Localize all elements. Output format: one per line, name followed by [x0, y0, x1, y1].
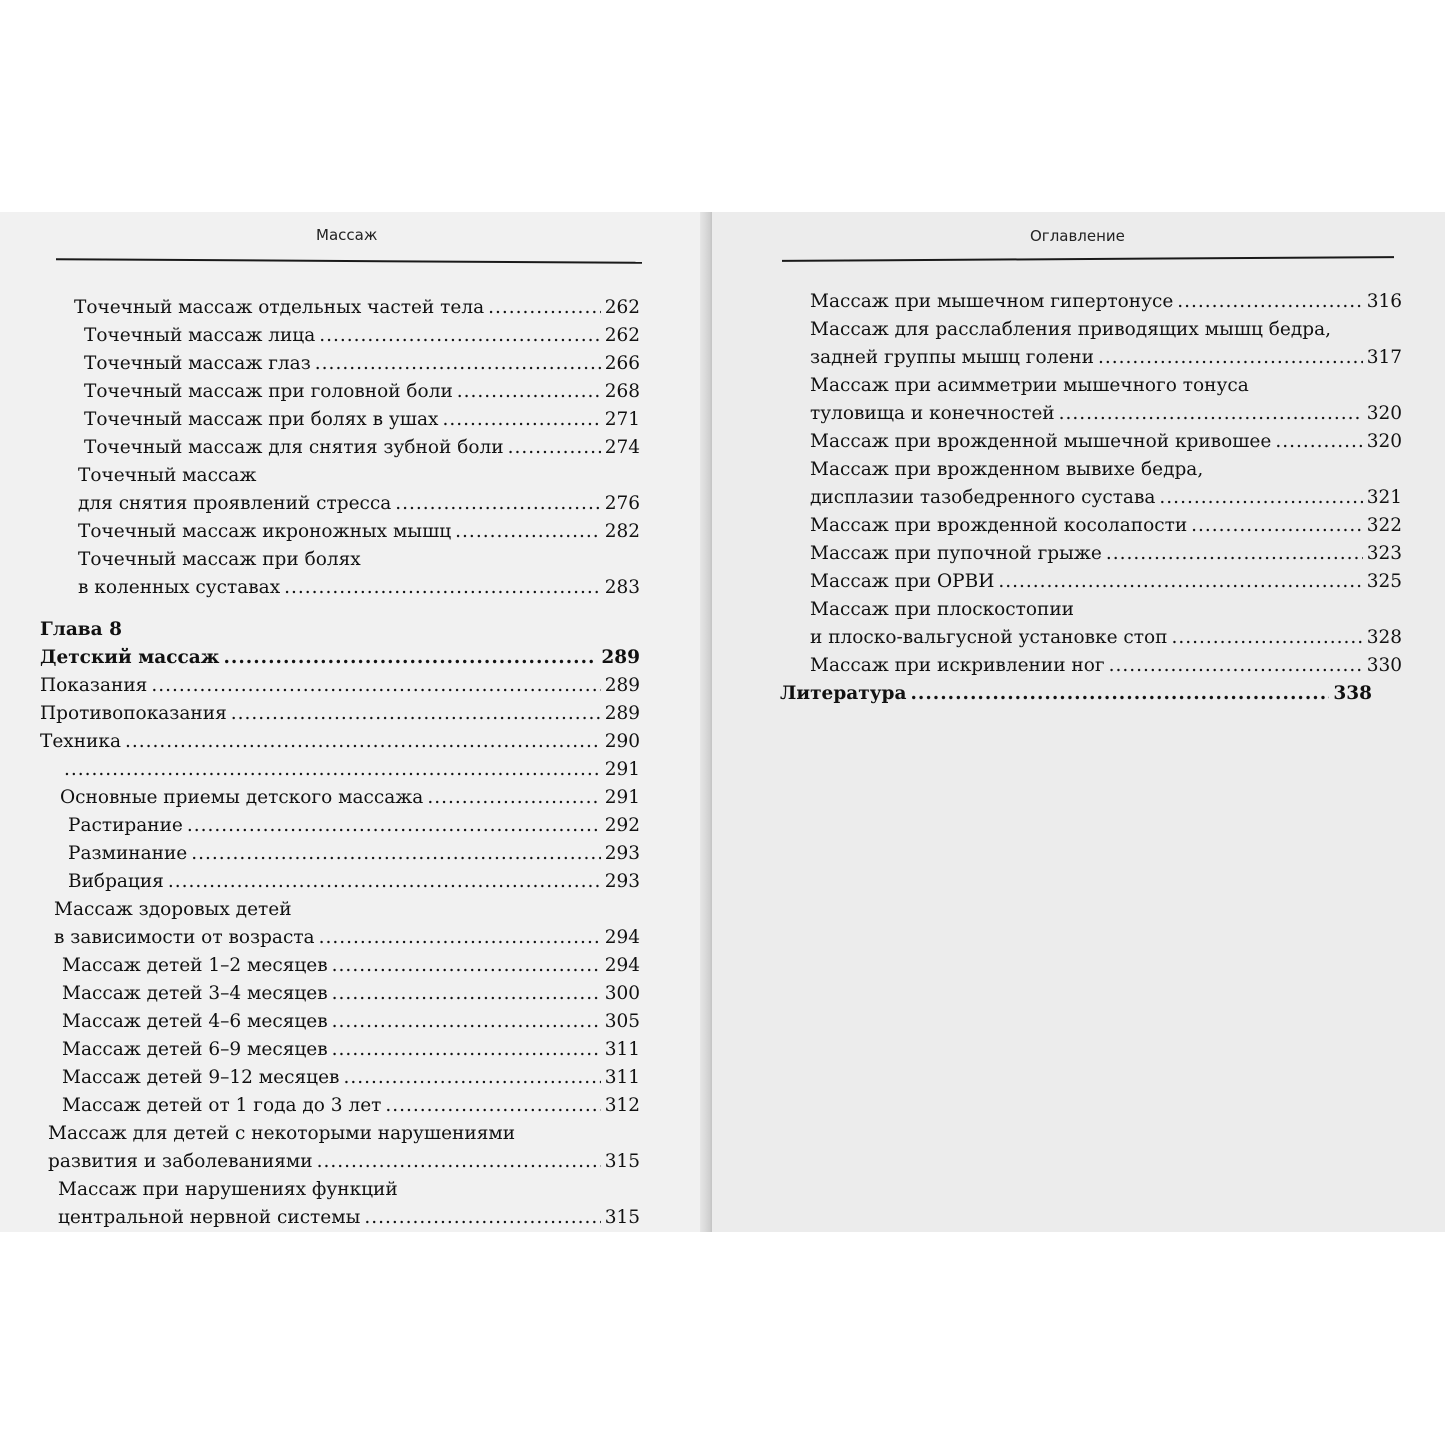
toc-entry-row — [84, 322, 640, 350]
toc-entry-row — [84, 434, 640, 462]
toc-entry — [780, 680, 1402, 708]
toc-entry-title: Массаж при плоскостопии — [810, 599, 1075, 620]
toc-entry-row — [78, 574, 640, 602]
toc-page-number: 289 — [604, 703, 640, 724]
toc-entry-title: Точечный массаж для снятия зубной боли — [84, 437, 504, 458]
toc-entry-row — [810, 512, 1402, 540]
toc-entry-title: Массаж при врожденной косолапости — [810, 515, 1188, 536]
toc-dot-leader — [315, 350, 601, 378]
toc-entry — [40, 1148, 640, 1176]
toc-entry-row — [40, 672, 640, 700]
toc-entry-row — [78, 518, 640, 546]
toc-entry — [40, 322, 640, 350]
toc-entry — [780, 652, 1402, 680]
toc-entry-row — [78, 490, 640, 518]
toc-entry-title: Техника — [40, 731, 121, 752]
toc-entry-row — [810, 316, 1402, 344]
toc-entry-title: Массаж при врожденной мышечной кривошее — [810, 431, 1272, 452]
toc-dot-leader — [223, 644, 597, 672]
toc-entry — [780, 512, 1402, 540]
toc-entry-title: Массаж при ОРВИ — [810, 571, 995, 592]
toc-dot-leader — [910, 680, 1329, 708]
toc-page-number: 276 — [604, 493, 640, 514]
toc-dot-leader — [442, 406, 600, 434]
toc-page-number: 328 — [1366, 627, 1402, 648]
toc-entry-title: Точечный массаж икроножных мышц — [78, 521, 452, 542]
toc-dot-leader — [508, 434, 601, 462]
toc-entry — [40, 840, 640, 868]
toc-entry-row — [54, 896, 640, 924]
toc-page-number: 293 — [604, 871, 640, 892]
toc-entry-row — [68, 840, 640, 868]
toc-page-number: 294 — [604, 927, 640, 948]
toc-page-number: 330 — [1366, 655, 1402, 676]
toc-entry — [40, 980, 640, 1008]
toc-entry-title: Массаж при врожденном вывихе бедра, — [810, 459, 1204, 480]
toc-page-number: 289 — [604, 675, 640, 696]
toc-entry — [40, 616, 640, 644]
toc-dot-leader — [191, 840, 600, 868]
toc-entry-row — [60, 756, 640, 784]
right-running-head: Оглавление — [1030, 227, 1125, 245]
toc-entry — [40, 350, 640, 378]
toc-entry-row — [78, 546, 640, 574]
toc-entry-title: задней группы мышц голени — [810, 347, 1094, 368]
toc-entry — [780, 596, 1402, 624]
toc-entry — [780, 344, 1402, 372]
toc-dot-leader — [332, 980, 601, 1008]
toc-page-number: 322 — [1366, 515, 1402, 536]
toc-entry — [40, 1176, 640, 1204]
left-toc — [40, 294, 640, 1232]
toc-entry-title: развития и заболеваниями — [48, 1151, 313, 1172]
toc-entry-row — [810, 344, 1402, 372]
toc-dot-leader — [187, 812, 601, 840]
toc-entry-title: Массаж детей 6–9 месяцев — [62, 1039, 328, 1060]
toc-entry-title: Точечный массаж отдельных частей тела — [74, 297, 485, 318]
toc-page-number: 293 — [604, 843, 640, 864]
toc-entry-row — [810, 428, 1402, 456]
toc-entry — [40, 784, 640, 812]
toc-entry-title: Вибрация — [68, 871, 164, 892]
toc-entry-title: Массаж при нарушениях функций — [58, 1179, 398, 1200]
toc-entry-row — [84, 350, 640, 378]
toc-page-number: 271 — [604, 409, 640, 430]
toc-entry-row — [54, 924, 640, 952]
toc-dot-leader — [1109, 652, 1363, 680]
toc-page-number: 325 — [1366, 571, 1402, 592]
toc-entry — [40, 378, 640, 406]
toc-entry-row — [40, 616, 640, 644]
toc-entry — [780, 624, 1402, 652]
toc-entry — [40, 434, 640, 462]
toc-entry-row — [84, 406, 640, 434]
toc-entry-row — [58, 1204, 640, 1232]
toc-entry — [40, 952, 640, 980]
toc-dot-leader — [168, 868, 601, 896]
toc-entry — [40, 406, 640, 434]
toc-entry-row — [810, 484, 1402, 512]
toc-entry-title: для снятия проявлений стресса — [78, 493, 392, 514]
toc-page-number: 316 — [1366, 291, 1402, 312]
toc-entry — [40, 546, 640, 574]
toc-page-number: 311 — [604, 1039, 640, 1060]
toc-entry-row — [74, 294, 640, 322]
right-head-rule — [782, 256, 1394, 262]
toc-entry-row — [810, 456, 1402, 484]
left-page — [0, 212, 712, 1232]
toc-dot-leader — [343, 1064, 600, 1092]
toc-page-number: 266 — [604, 353, 640, 374]
toc-entry-row — [810, 400, 1402, 428]
toc-entry — [40, 1064, 640, 1092]
toc-dot-leader — [457, 378, 601, 406]
toc-entry-title: Детский массаж — [40, 647, 220, 668]
toc-entry-title: дисплазии тазобедренного сустава — [810, 487, 1156, 508]
toc-page-number: 289 — [601, 647, 640, 668]
toc-dot-leader — [319, 322, 600, 350]
toc-dot-leader — [1159, 484, 1362, 512]
toc-entry-title: и плоско-вальгусной установке стоп — [810, 627, 1168, 648]
toc-entry-title: Разминание — [68, 843, 188, 864]
toc-page-number: 323 — [1366, 543, 1402, 564]
toc-entry — [780, 456, 1402, 484]
toc-entry-title: Противопоказания — [40, 703, 227, 724]
toc-dot-leader — [332, 1036, 601, 1064]
toc-page-number: 282 — [604, 521, 640, 542]
toc-entry-title: Массаж для расслабления приводящих мышц бедра, — [810, 319, 1332, 340]
toc-entry-row — [810, 652, 1402, 680]
toc-page-number: 274 — [604, 437, 640, 458]
toc-entry-title: Точечный массаж при болях в ушах — [84, 409, 439, 430]
toc-entry — [780, 400, 1402, 428]
toc-entry-title: Основные приемы детского массажа — [60, 787, 424, 808]
toc-page-number: 291 — [604, 787, 640, 808]
toc-entry-title: центральной нервной системы — [58, 1207, 361, 1228]
toc-entry-row — [40, 728, 640, 756]
toc-entry-row — [810, 568, 1402, 596]
toc-entry-title: Точечный массаж лица — [84, 325, 316, 346]
toc-entry — [780, 288, 1402, 316]
toc-entry-row — [810, 540, 1402, 568]
toc-entry-row — [810, 372, 1402, 400]
toc-dot-leader — [231, 700, 601, 728]
toc-entry-title: Точечный массаж — [78, 465, 257, 486]
toc-entry-title: Массаж детей от 1 года до 3 лет — [62, 1095, 382, 1116]
toc-entry — [40, 924, 640, 952]
toc-dot-leader — [1275, 428, 1362, 456]
toc-entry-title: в коленных суставах — [78, 577, 281, 598]
toc-entry-row — [62, 1008, 640, 1036]
toc-entry-title: Массаж при мышечном гипертонусе — [810, 291, 1174, 312]
toc-dot-leader — [998, 568, 1362, 596]
toc-entry — [40, 672, 640, 700]
toc-entry-row — [84, 378, 640, 406]
toc-entry-title: Точечный массаж глаз — [84, 353, 311, 374]
toc-dot-leader — [1106, 540, 1363, 568]
toc-page-number: 292 — [604, 815, 640, 836]
toc-page-number: 290 — [604, 731, 640, 752]
toc-entry — [40, 490, 640, 518]
toc-entry-title: Массаж при пупочной грыже — [810, 543, 1102, 564]
toc-entry-title: Растирание — [68, 815, 183, 836]
toc-entry-row — [60, 784, 640, 812]
toc-entry-row — [780, 680, 1372, 708]
toc-entry-title: Точечный массаж при болях — [78, 549, 361, 570]
toc-page-number: 312 — [604, 1095, 640, 1116]
book-spread — [0, 212, 1445, 1232]
toc-entry-row — [62, 1092, 640, 1120]
toc-entry — [40, 644, 640, 672]
toc-entry — [780, 428, 1402, 456]
toc-entry-title: Массаж при искривлении ног — [810, 655, 1105, 676]
toc-gap — [40, 602, 640, 616]
toc-entry-title: Массаж при асимметрии мышечного тонуса — [810, 375, 1249, 396]
toc-dot-leader — [317, 1148, 601, 1176]
toc-entry-row — [62, 952, 640, 980]
toc-entry-title: Массаж детей 3–4 месяцев — [62, 983, 328, 1004]
toc-page-number: 262 — [604, 297, 640, 318]
toc-entry — [40, 1008, 640, 1036]
toc-entry-title: Литература — [780, 683, 907, 704]
toc-entry-row — [40, 700, 640, 728]
toc-entry — [780, 484, 1402, 512]
toc-entry — [40, 1120, 640, 1148]
toc-entry — [40, 756, 640, 784]
toc-dot-leader — [1059, 400, 1363, 428]
toc-entry-title: Глава 8 — [40, 619, 122, 640]
toc-entry — [40, 462, 640, 490]
toc-entry-row — [48, 1120, 640, 1148]
toc-entry — [40, 868, 640, 896]
toc-page-number: 317 — [1366, 347, 1402, 368]
left-running-head: Массаж — [316, 226, 378, 244]
toc-entry-row — [62, 1064, 640, 1092]
toc-entry — [780, 316, 1402, 344]
toc-entry — [40, 1036, 640, 1064]
toc-entry — [40, 728, 640, 756]
toc-page-number: 321 — [1366, 487, 1402, 508]
toc-dot-leader — [332, 952, 601, 980]
toc-dot-leader — [319, 924, 601, 952]
toc-entry-row — [62, 980, 640, 1008]
right-page — [712, 212, 1445, 1232]
toc-entry-row — [40, 644, 640, 672]
toc-entry — [40, 294, 640, 322]
toc-dot-leader — [455, 518, 601, 546]
toc-entry-row — [62, 1036, 640, 1064]
toc-dot-leader — [1191, 512, 1363, 540]
toc-entry-title: Массаж детей 1–2 месяцев — [62, 955, 328, 976]
toc-entry-title: туловища и конечностей — [810, 403, 1055, 424]
toc-page-number: 338 — [1333, 683, 1372, 704]
toc-page-number: 315 — [604, 1207, 640, 1228]
toc-dot-leader — [488, 294, 601, 322]
toc-entry — [780, 372, 1402, 400]
toc-dot-leader — [1098, 344, 1363, 372]
toc-dot-leader — [1177, 288, 1362, 316]
toc-entry-title: Массаж детей 4–6 месяцев — [62, 1011, 328, 1032]
toc-page-number: 300 — [604, 983, 640, 1004]
toc-dot-leader — [395, 490, 600, 518]
toc-entry-title: Точечный массаж при головной боли — [84, 381, 453, 402]
toc-dot-leader — [64, 756, 601, 784]
toc-entry-row — [810, 596, 1402, 624]
toc-entry — [40, 812, 640, 840]
toc-entry-title: в зависимости от возраста — [54, 927, 315, 948]
toc-dot-leader — [151, 672, 600, 700]
toc-entry-row — [48, 1148, 640, 1176]
toc-dot-leader — [364, 1204, 600, 1232]
toc-page-number: 283 — [604, 577, 640, 598]
toc-entry-row — [810, 624, 1402, 652]
toc-entry — [40, 1092, 640, 1120]
toc-entry — [40, 700, 640, 728]
left-head-rule — [56, 258, 642, 264]
toc-page-number: 291 — [604, 759, 640, 780]
toc-dot-leader — [427, 784, 600, 812]
toc-entry-row — [68, 812, 640, 840]
toc-entry — [780, 540, 1402, 568]
toc-page-number: 262 — [604, 325, 640, 346]
toc-entry — [40, 518, 640, 546]
toc-page-number: 320 — [1366, 403, 1402, 424]
toc-page-number: 315 — [604, 1151, 640, 1172]
toc-dot-leader — [125, 728, 601, 756]
toc-dot-leader — [1171, 624, 1362, 652]
toc-page-number: 294 — [604, 955, 640, 976]
toc-entry-title: Массаж детей 9–12 месяцев — [62, 1067, 340, 1088]
toc-entry — [780, 568, 1402, 596]
toc-dot-leader — [385, 1092, 600, 1120]
right-toc — [780, 288, 1402, 708]
toc-dot-leader — [332, 1008, 601, 1036]
toc-entry-row — [68, 868, 640, 896]
toc-entry-title: Массаж здоровых детей — [54, 899, 292, 920]
toc-entry — [40, 1204, 640, 1232]
toc-page-number: 268 — [604, 381, 640, 402]
toc-dot-leader — [284, 574, 601, 602]
toc-entry-title: Показания — [40, 675, 148, 696]
toc-page-number: 305 — [604, 1011, 640, 1032]
toc-entry — [40, 896, 640, 924]
toc-entry-title: Массаж для детей с некоторыми нарушениями — [48, 1123, 516, 1144]
toc-entry-row — [810, 288, 1402, 316]
toc-page-number: 311 — [604, 1067, 640, 1088]
toc-entry — [40, 574, 640, 602]
toc-entry-row — [58, 1176, 640, 1204]
toc-entry-row — [78, 462, 640, 490]
toc-page-number: 320 — [1366, 431, 1402, 452]
